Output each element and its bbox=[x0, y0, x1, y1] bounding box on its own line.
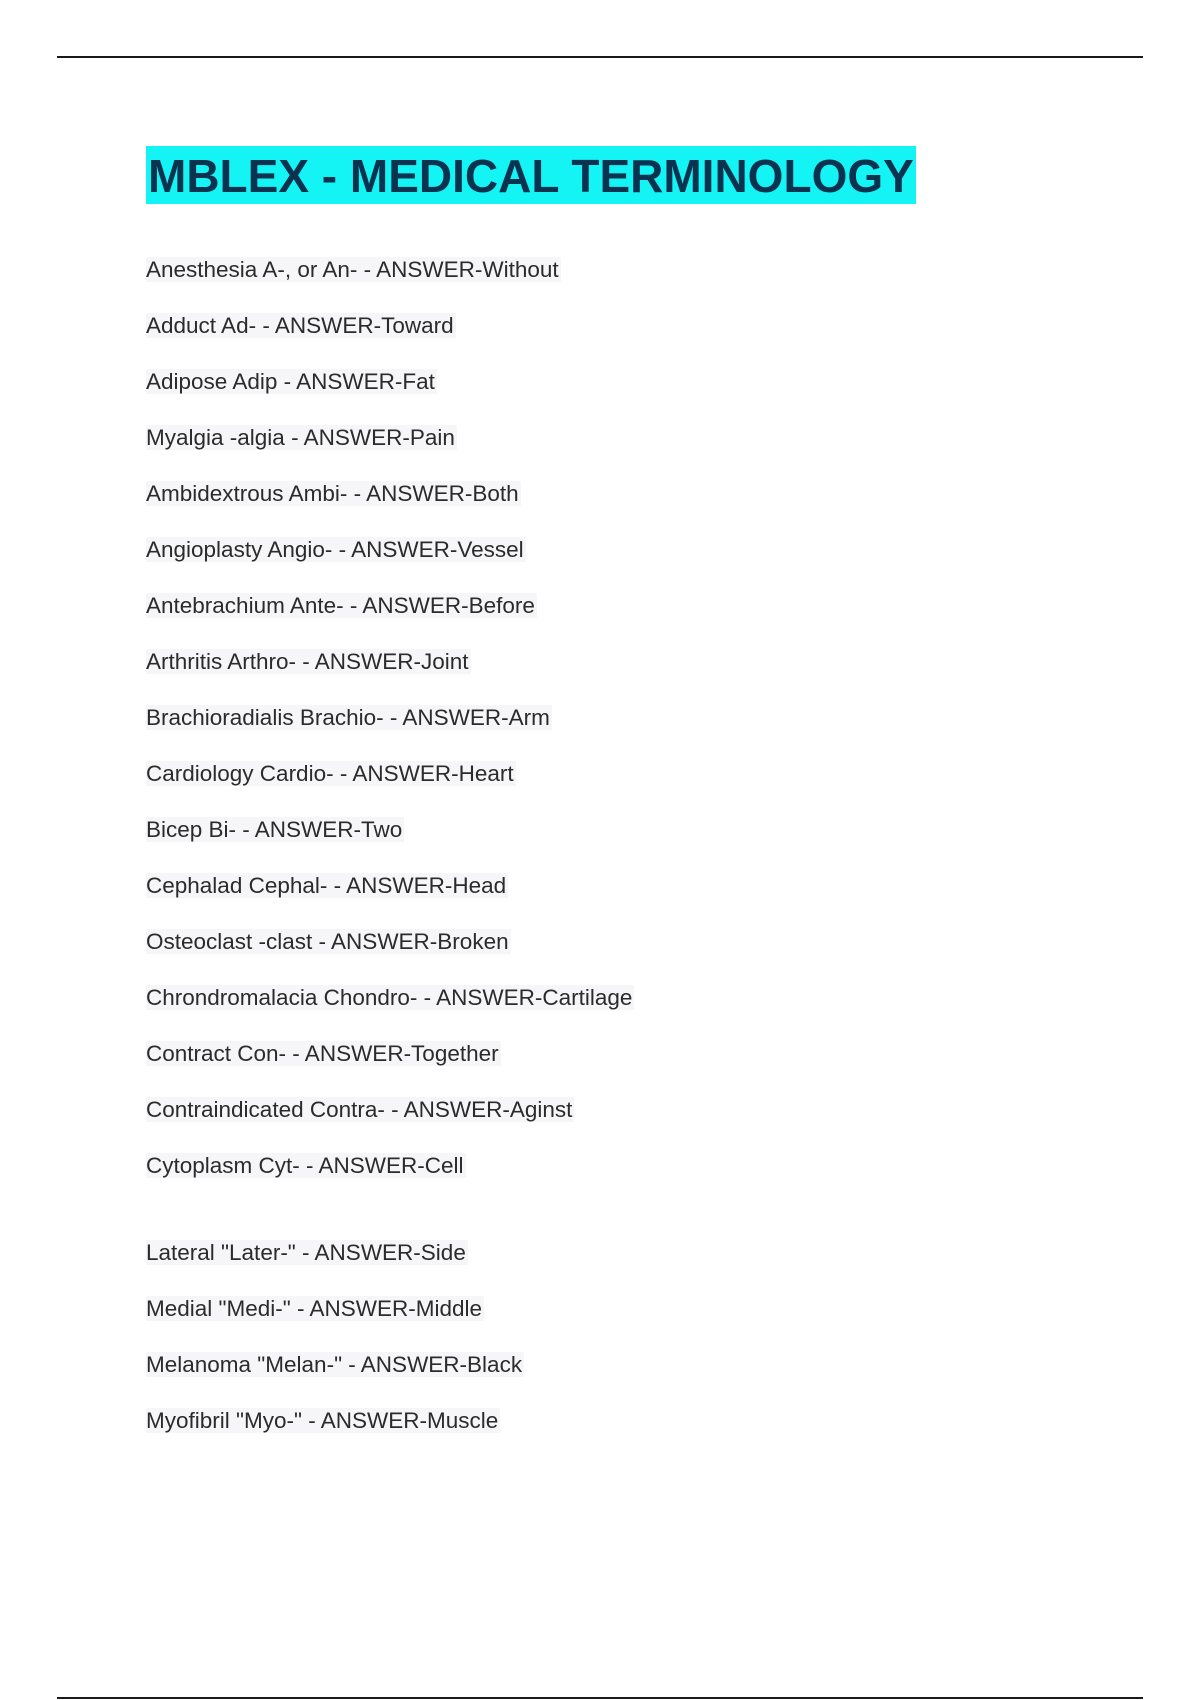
bottom-divider bbox=[57, 1697, 1143, 1699]
list-item bbox=[146, 812, 634, 868]
list-item bbox=[146, 308, 634, 364]
entry-text: Myalgia -algia - ANSWER-Pain bbox=[146, 425, 455, 450]
list-item bbox=[146, 700, 634, 756]
list-item bbox=[146, 476, 634, 532]
list-item bbox=[146, 1148, 634, 1204]
entry-text: Myofibril "Myo-" - ANSWER-Muscle bbox=[146, 1408, 499, 1433]
entry-text: Brachioradialis Brachio- - ANSWER-Arm bbox=[146, 705, 550, 730]
entry-text: Contraindicated Contra- - ANSWER-Aginst bbox=[146, 1097, 573, 1122]
list-item bbox=[146, 532, 634, 588]
entry-text: Arthritis Arthro- - ANSWER-Joint bbox=[146, 649, 469, 674]
list-item bbox=[146, 1235, 524, 1291]
list-item bbox=[146, 756, 634, 812]
entry-text: Chrondromalacia Chondro- - ANSWER-Cartilage bbox=[146, 985, 633, 1010]
list-item bbox=[146, 1403, 524, 1459]
list-item bbox=[146, 644, 634, 700]
list-item bbox=[146, 924, 634, 980]
entry-text: Angioplasty Angio- - ANSWER-Vessel bbox=[146, 537, 524, 562]
entry-text: Cytoplasm Cyt- - ANSWER-Cell bbox=[146, 1153, 464, 1178]
list-item bbox=[146, 1291, 524, 1347]
terminology-list-continued bbox=[146, 1235, 524, 1459]
terminology-list bbox=[146, 252, 634, 1204]
list-item bbox=[146, 1092, 634, 1148]
entry-text: Lateral "Later-" - ANSWER-Side bbox=[146, 1240, 466, 1265]
list-item bbox=[146, 588, 634, 644]
list-item bbox=[146, 252, 634, 308]
entry-text: Contract Con- - ANSWER-Together bbox=[146, 1041, 499, 1066]
list-item bbox=[146, 364, 634, 420]
list-item bbox=[146, 868, 634, 924]
entry-text: Osteoclast -clast - ANSWER-Broken bbox=[146, 929, 509, 954]
entry-text: Ambidextrous Ambi- - ANSWER-Both bbox=[146, 481, 519, 506]
entry-text: Adduct Ad- - ANSWER-Toward bbox=[146, 313, 454, 338]
entry-text: Cephalad Cephal- - ANSWER-Head bbox=[146, 873, 507, 898]
entry-text: Cardiology Cardio- - ANSWER-Heart bbox=[146, 761, 514, 786]
entry-text: Antebrachium Ante- - ANSWER-Before bbox=[146, 593, 535, 618]
document-title: MBLEX - MEDICAL TERMINOLOGY bbox=[146, 146, 916, 204]
entry-text: Melanoma "Melan-" - ANSWER-Black bbox=[146, 1352, 523, 1377]
entry-text: Medial "Medi-" - ANSWER-Middle bbox=[146, 1296, 483, 1321]
list-item bbox=[146, 980, 634, 1036]
entry-text: Bicep Bi- - ANSWER-Two bbox=[146, 817, 403, 842]
entry-text: Anesthesia A-, or An- - ANSWER-Without bbox=[146, 257, 559, 282]
list-item bbox=[146, 1347, 524, 1403]
list-item bbox=[146, 1036, 634, 1092]
top-divider bbox=[57, 56, 1143, 58]
entry-text: Adipose Adip - ANSWER-Fat bbox=[146, 369, 435, 394]
list-item bbox=[146, 420, 634, 476]
